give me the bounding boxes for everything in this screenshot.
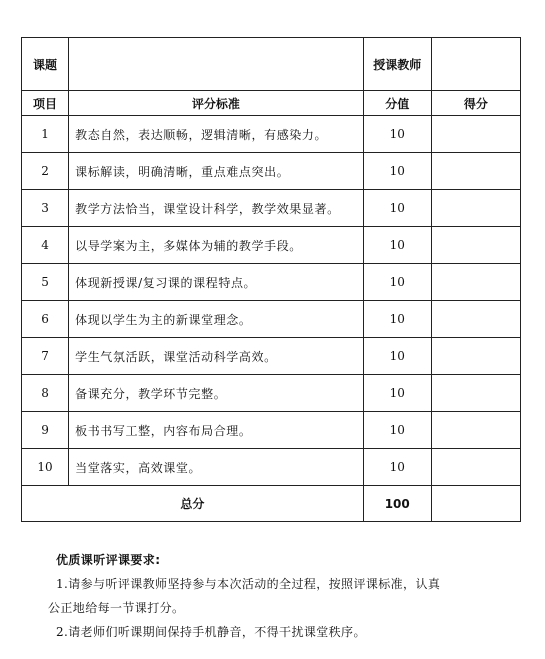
topic-label: 课题 — [22, 38, 69, 91]
row-criterion: 教学方法恰当，课堂设计科学，教学效果显著。 — [69, 190, 364, 227]
total-label: 总分 — [22, 486, 364, 522]
row-points: 10 — [363, 116, 431, 153]
header-criteria: 评分标准 — [69, 91, 364, 116]
row-number: 9 — [22, 412, 69, 449]
row-number: 6 — [22, 301, 69, 338]
row-criterion: 教态自然，表达顺畅，逻辑清晰，有感染力。 — [69, 116, 364, 153]
table-row — [22, 412, 521, 449]
row-number: 5 — [22, 264, 69, 301]
row-points: 10 — [363, 153, 431, 190]
row-score-cell[interactable] — [431, 412, 520, 449]
row-points: 10 — [363, 190, 431, 227]
table-row — [22, 116, 521, 153]
row-points: 10 — [363, 227, 431, 264]
total-row — [22, 486, 521, 522]
header-points: 分值 — [363, 91, 431, 116]
row-points: 10 — [363, 412, 431, 449]
row-criterion: 课标解读，明确清晰，重点难点突出。 — [69, 153, 364, 190]
header-score: 得分 — [431, 91, 520, 116]
table-row — [22, 301, 521, 338]
total-score-cell[interactable] — [431, 486, 520, 522]
row-score-cell[interactable] — [431, 227, 520, 264]
row-criterion: 体现以学生为主的新课堂理念。 — [69, 301, 364, 338]
table-row — [22, 375, 521, 412]
row-score-cell[interactable] — [431, 190, 520, 227]
row-points: 10 — [363, 375, 431, 412]
row-score-cell[interactable] — [431, 338, 520, 375]
row-criterion: 以导学案为主，多媒体为辅的教学手段。 — [69, 227, 364, 264]
row-score-cell[interactable] — [431, 449, 520, 486]
header-row — [22, 91, 521, 116]
requirements-section — [48, 548, 516, 644]
table-row — [22, 190, 521, 227]
total-points: 100 — [363, 486, 431, 522]
table-row — [22, 153, 521, 190]
row-number: 10 — [22, 449, 69, 486]
table-row — [22, 338, 521, 375]
row-score-cell[interactable] — [431, 153, 520, 190]
row-number: 8 — [22, 375, 69, 412]
row-criterion: 板书书写工整，内容布局合理。 — [69, 412, 364, 449]
header-item: 项目 — [22, 91, 69, 116]
requirement-1-line-2: 公正地给每一节课打分。 — [48, 601, 185, 615]
row-points: 10 — [363, 301, 431, 338]
row-criterion: 备课充分，教学环节完整。 — [69, 375, 364, 412]
row-points: 10 — [363, 449, 431, 486]
requirements-title: 优质课听评课要求: — [56, 553, 161, 567]
row-number: 7 — [22, 338, 69, 375]
row-criterion: 体现新授课/复习课的课程特点。 — [69, 264, 364, 301]
teacher-label: 授课教师 — [363, 38, 431, 91]
row-number: 4 — [22, 227, 69, 264]
row-score-cell[interactable] — [431, 116, 520, 153]
requirement-1-line-1: 1.请参与听评课教师坚持参与本次活动的全过程，按照评课标准，认真 — [56, 577, 441, 591]
row-points: 10 — [363, 338, 431, 375]
row-criterion: 当堂落实，高效课堂。 — [69, 449, 364, 486]
row-number: 1 — [22, 116, 69, 153]
topic-value-cell[interactable] — [69, 38, 364, 91]
row-score-cell[interactable] — [431, 301, 520, 338]
row-number: 2 — [22, 153, 69, 190]
row-score-cell[interactable] — [431, 264, 520, 301]
row-number: 3 — [22, 190, 69, 227]
topic-row — [22, 38, 521, 91]
teacher-value-cell[interactable] — [431, 38, 520, 91]
evaluation-table — [21, 37, 521, 522]
requirement-2: 2.请老师们听课期间保持手机静音，不得干扰课堂秩序。 — [56, 625, 366, 639]
table-row — [22, 227, 521, 264]
table-row — [22, 264, 521, 301]
row-score-cell[interactable] — [431, 375, 520, 412]
row-points: 10 — [363, 264, 431, 301]
row-criterion: 学生气氛活跃，课堂活动科学高效。 — [69, 338, 364, 375]
table-row — [22, 449, 521, 486]
